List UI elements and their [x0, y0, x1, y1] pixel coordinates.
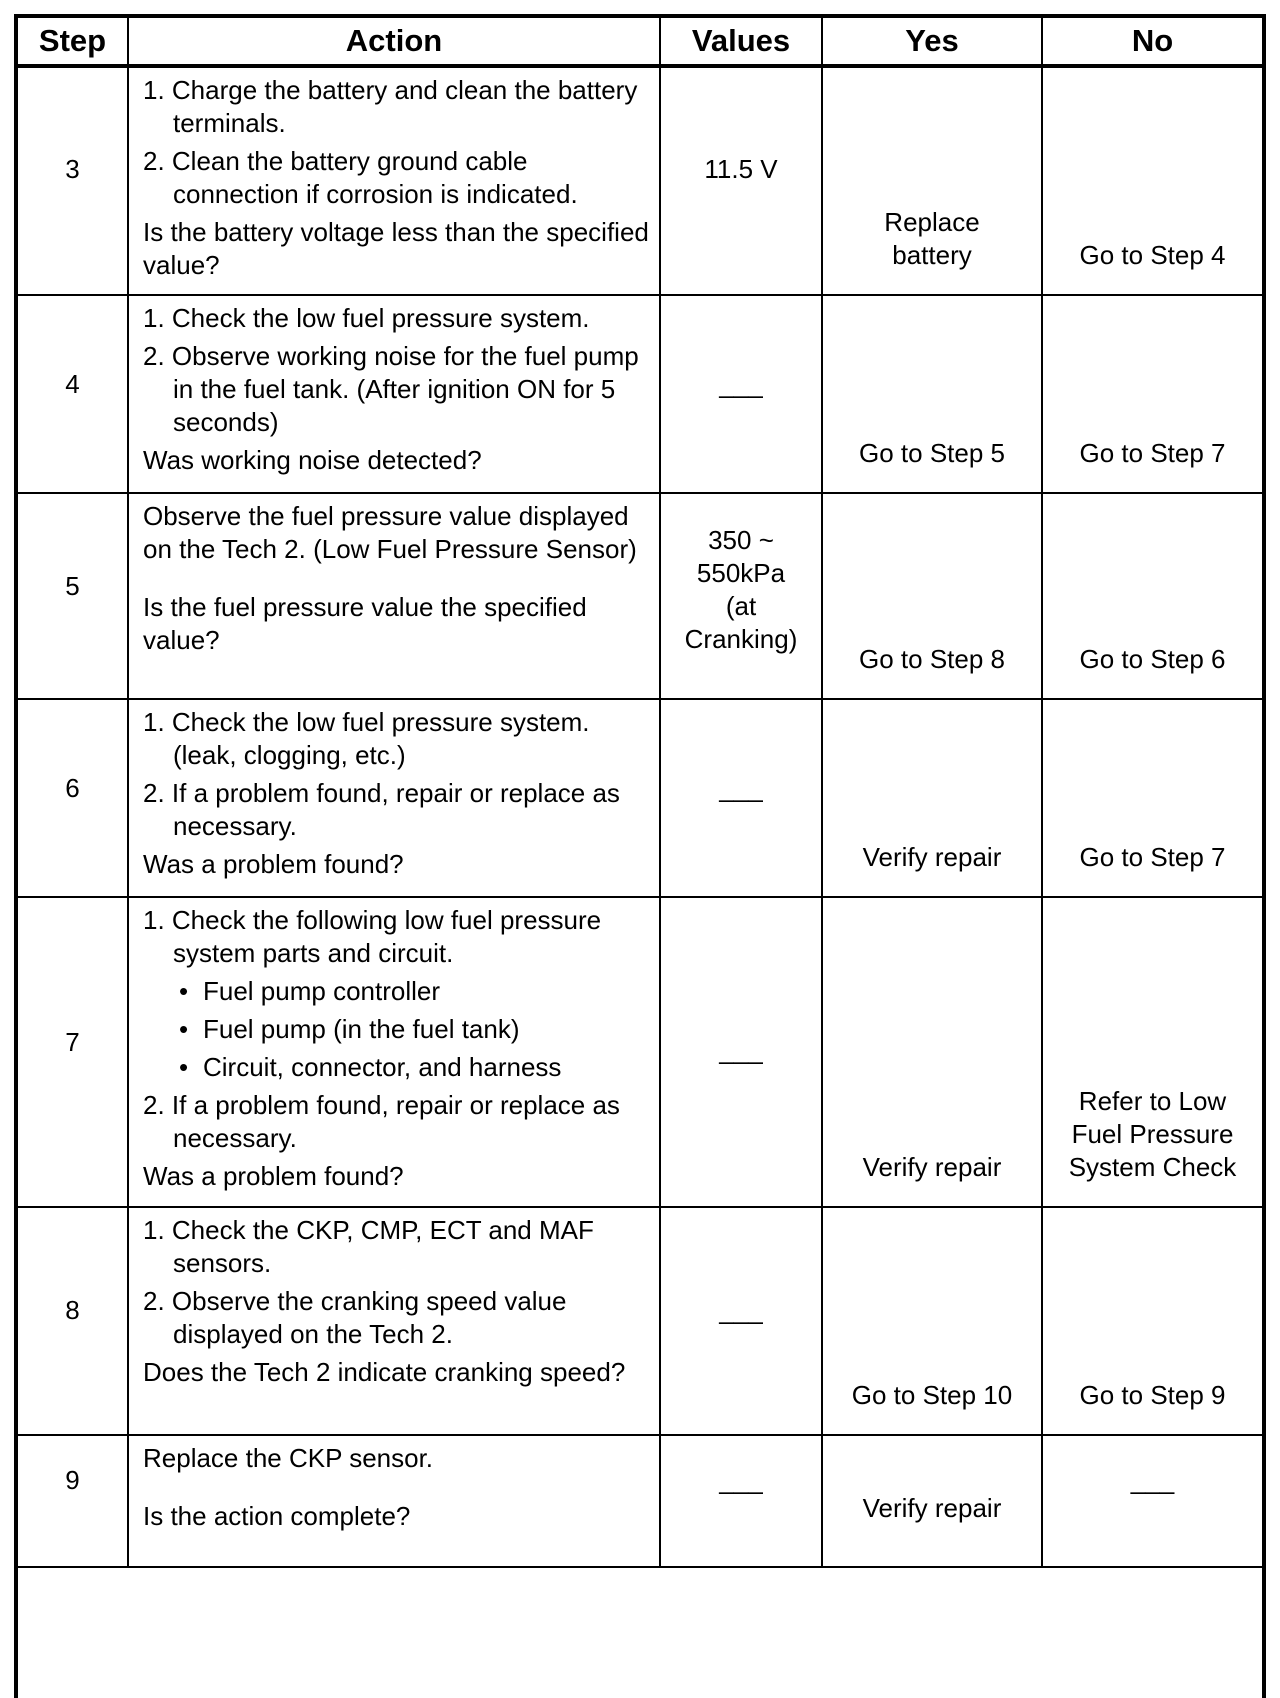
spec-value: ___ — [719, 1295, 763, 1325]
no-result: Go to Step 4 — [1079, 240, 1226, 270]
table-row — [18, 66, 1262, 295]
yes-result: Go to Step 5 — [859, 438, 1005, 468]
step-number: 8 — [65, 1295, 80, 1325]
no-result: Go to Step 6 — [1079, 644, 1226, 674]
step-cell — [18, 493, 128, 699]
step-cell — [18, 66, 128, 295]
no-cell — [1042, 1435, 1262, 1567]
step-number: 3 — [65, 154, 80, 184]
step-number: 9 — [65, 1465, 80, 1495]
action-question: Was a problem found? — [143, 1161, 404, 1191]
yes-cell — [822, 699, 1042, 897]
action-bullet: • Fuel pump (in the fuel tank) — [179, 1014, 520, 1044]
action-item: 2. Observe the cranking speed value displayed on the Tech 2. — [143, 1286, 567, 1349]
values-cell — [660, 493, 822, 699]
spec-value: 11.5 V — [704, 154, 778, 184]
header-step: Step — [18, 18, 128, 66]
yes-result: Go to Step 8 — [859, 644, 1005, 674]
action-question: Is the fuel pressure value the specified value? — [143, 592, 587, 655]
yes-result: Verify repair — [862, 1493, 1002, 1523]
step-cell — [18, 897, 128, 1207]
spec-value: ___ — [719, 1465, 763, 1495]
step-cell — [18, 1435, 128, 1567]
no-cell — [1042, 897, 1262, 1207]
step-cell — [18, 699, 128, 897]
step-number: 5 — [65, 571, 80, 601]
step-number: 7 — [65, 1027, 80, 1057]
bullet-text: Circuit, connector, and harness — [203, 1052, 562, 1082]
spec-value: ___ — [719, 369, 763, 399]
action-item: 1. Check the following low fuel pressure system parts and circuit. — [143, 905, 602, 968]
action-cell — [128, 699, 660, 897]
values-cell — [660, 1435, 822, 1567]
yes-cell — [822, 897, 1042, 1207]
table-row — [18, 699, 1262, 897]
values-cell — [660, 295, 822, 493]
action-question: Is the battery voltage less than the specified value? — [143, 217, 649, 280]
table-row — [18, 295, 1262, 493]
action-question: Was a problem found? — [143, 849, 404, 879]
action-item: 2. If a problem found, repair or replace as necessary. — [143, 1090, 620, 1153]
action-bullet: • Circuit, connector, and harness — [179, 1052, 562, 1082]
action-cell — [128, 493, 660, 699]
bullet-text: Fuel pump (in the fuel tank) — [203, 1014, 520, 1044]
yes-result: Go to Step 10 — [851, 1380, 1013, 1410]
no-cell — [1042, 1207, 1262, 1435]
no-result: ___ — [1130, 1465, 1175, 1495]
action-cell — [128, 1435, 660, 1567]
action-item: 1. Charge the battery and clean the battery terminals. — [143, 75, 638, 138]
spec-value: ___ — [719, 773, 763, 803]
yes-cell — [822, 295, 1042, 493]
header-values: Values — [660, 18, 822, 66]
table-row — [18, 1207, 1262, 1435]
yes-cell — [822, 66, 1042, 295]
spec-value: 350 ~ 550kPa (at Cranking) — [684, 525, 798, 654]
values-cell — [660, 699, 822, 897]
values-cell — [660, 1207, 822, 1435]
yes-result: Replace battery — [884, 207, 980, 270]
action-item: 1. Check the CKP, CMP, ECT and MAF sensors. — [143, 1215, 594, 1278]
action-item: 2. Clean the battery ground cable connection if corrosion is indicated. — [143, 146, 578, 209]
step-number: 6 — [65, 773, 80, 803]
spec-value: ___ — [719, 1035, 763, 1065]
yes-cell — [822, 1207, 1042, 1435]
action-text: Observe the fuel pressure value displayed on the Tech 2. (Low Fuel Pressure Sensor) — [143, 501, 637, 564]
yes-result: Verify repair — [862, 842, 1002, 872]
yes-cell — [822, 493, 1042, 699]
header-row — [18, 18, 1262, 66]
no-cell — [1042, 66, 1262, 295]
table-row — [18, 493, 1262, 699]
action-item: 1. Check the low fuel pressure system. — [143, 303, 590, 333]
diagnostic-table-frame — [14, 14, 1266, 1698]
yes-result: Verify repair — [862, 1152, 1002, 1182]
bullet-text: Fuel pump controller — [203, 976, 440, 1006]
no-cell — [1042, 699, 1262, 897]
header-yes: Yes — [822, 18, 1042, 66]
no-result: Go to Step 7 — [1079, 842, 1226, 872]
action-item: 2. If a problem found, repair or replace as necessary. — [143, 778, 620, 841]
action-cell — [128, 295, 660, 493]
values-cell — [660, 897, 822, 1207]
step-number: 4 — [65, 369, 80, 399]
action-cell — [128, 1207, 660, 1435]
step-cell — [18, 295, 128, 493]
header-no: No — [1042, 18, 1262, 66]
no-cell — [1042, 295, 1262, 493]
action-item: 1. Check the low fuel pressure system. (leak, clogging, etc.) — [143, 707, 590, 770]
no-result: Go to Step 9 — [1079, 1380, 1226, 1410]
action-cell — [128, 897, 660, 1207]
action-question: Does the Tech 2 indicate cranking speed? — [143, 1357, 626, 1387]
no-result: Go to Step 7 — [1079, 438, 1226, 468]
step-cell — [18, 1207, 128, 1435]
yes-cell — [822, 1435, 1042, 1567]
action-question: Is the action complete? — [143, 1501, 411, 1531]
table-row — [18, 1435, 1262, 1567]
action-item: 2. Observe working noise for the fuel pump in the fuel tank. (After ignition ON for 5 seconds) — [143, 341, 639, 437]
no-cell — [1042, 493, 1262, 699]
header-action: Action — [128, 18, 660, 66]
table-row — [18, 897, 1262, 1207]
action-text: Replace the CKP sensor. — [143, 1443, 434, 1473]
no-result: Refer to Low Fuel Pressure System Check — [1068, 1086, 1237, 1182]
action-question: Was working noise detected? — [143, 445, 482, 475]
values-cell — [660, 66, 822, 295]
action-bullet: • Fuel pump controller — [179, 976, 440, 1006]
action-cell — [128, 66, 660, 295]
diagnostic-table — [18, 18, 1262, 1568]
